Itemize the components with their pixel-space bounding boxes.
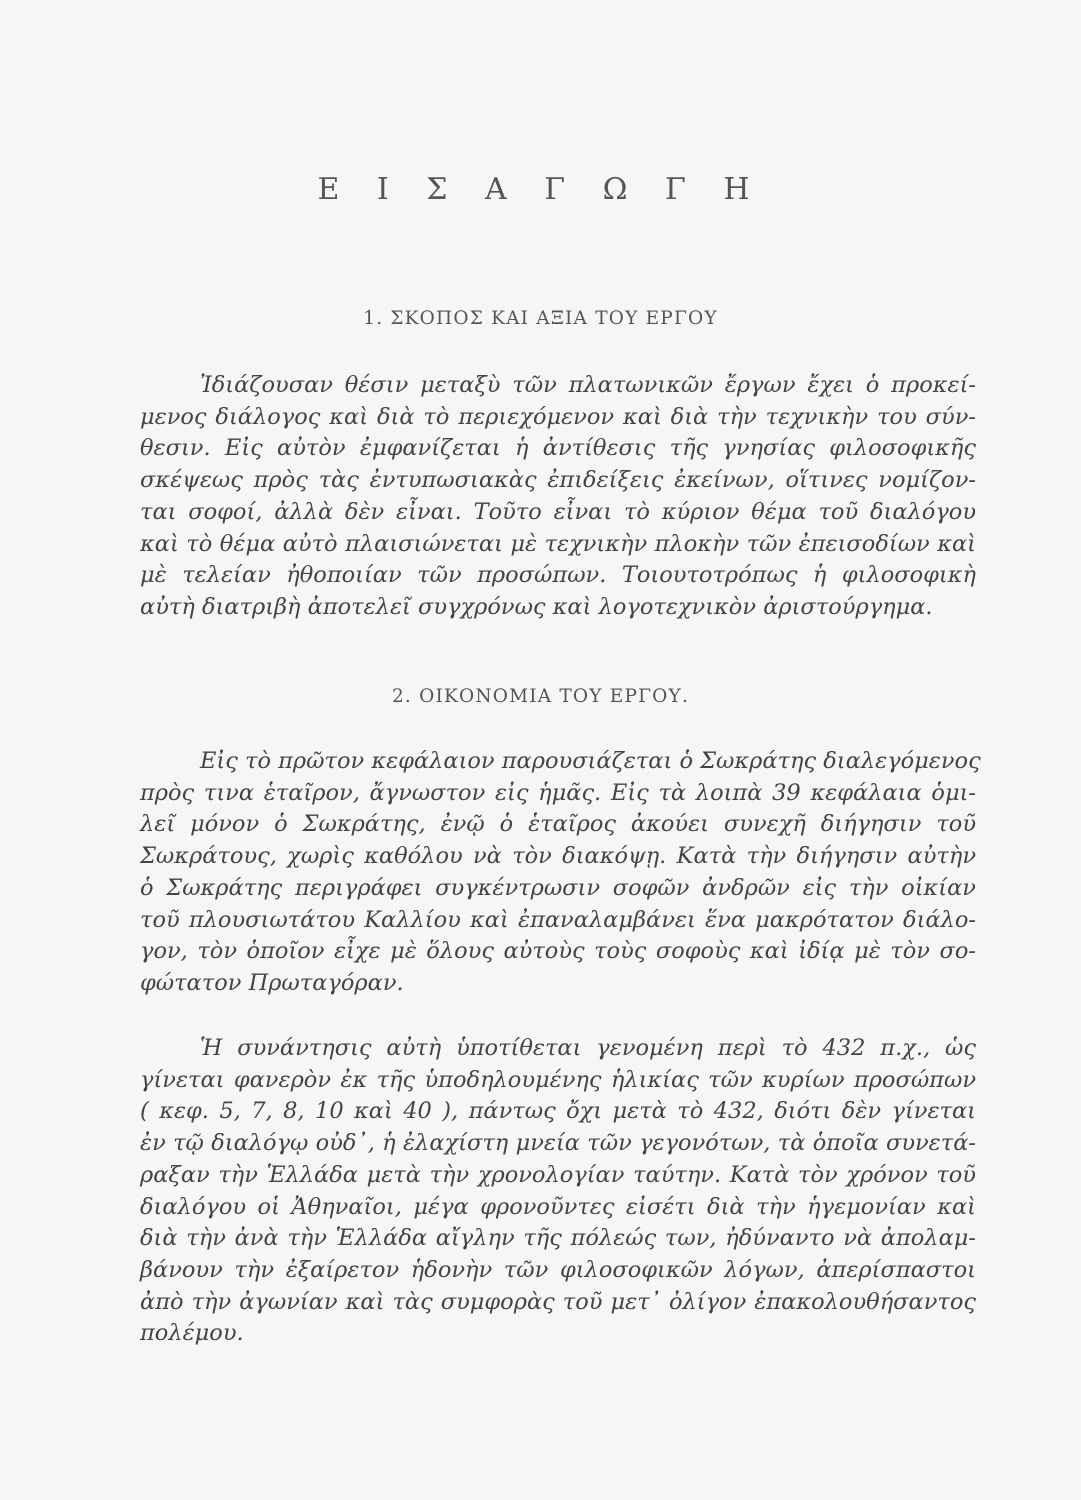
text-line: θεσιν. Εἰς αὐτὸν ἐμφανίζεται ἡ ἀντίθεσις τῆς γνησίας φιλοσοφικῆς [140, 435, 976, 462]
section-1-paragraph [140, 370, 976, 624]
text-line: γίνεται φανερὸν ἐκ τῆς ὑποδηλουμένης ἡλικίας τῶν κυρίων προσώπων [140, 1066, 976, 1093]
text-line: αὐτὴ διατριβὴ ἀποτελεῖ συγχρόνως καὶ λογοτεχνικὸν ἀριστούργημα. [140, 593, 933, 620]
section-2-paragraph-2 [140, 1033, 976, 1350]
text-line: ται σοφοί, ἀλλὰ δὲν εἶναι. Τοῦτο εἶναι τὸ κύριον θέμα τοῦ διαλόγου [140, 498, 976, 525]
text-line: πρὸς τινα ἑταῖρον, ἄγνωστον εἰς ἡμᾶς. Εἰς τὰ λοιπὰ 39 κεφάλαια ὁμι- [140, 779, 976, 806]
text-line: ἐν τῷ διαλόγῳ οὐδ᾽, ἡ ἐλαχίστη μνεία τῶν γεγονότων, τὰ ὁποῖα συνετά- [140, 1130, 976, 1157]
text-line: λεῖ μόνον ὁ Σωκράτης, ἐνῷ ὁ ἑταῖρος ἀκούει συνεχῆ διήγησιν τοῦ [140, 811, 976, 838]
text-line: διαλόγου οἱ Ἀθηναῖοι, μέγα φρονοῦντες εἰσέτι διὰ τὴν ἡγεμονίαν καὶ [140, 1193, 976, 1220]
section-2-heading: 2. ΟΙΚΟΝΟΜΙΑ ΤΟΥ ΕΡΓΟΥ. [391, 686, 690, 707]
text-line: Εἰς τὸ πρῶτον κεφάλαιον παρουσιάζεται ὁ Σωκράτης διαλεγόμενος [200, 748, 981, 774]
text-line: Ἰδιάζουσαν θέσιν μεταξὺ τῶν πλατωνικῶν ἔργων ἔχει ὁ προκεί- [200, 372, 976, 398]
text-line: Σωκράτους, χωρὶς καθόλου νὰ τὸν διακόψῃ. Κατὰ τὴν διήγησιν αὐτὴν [140, 843, 976, 870]
text-line: σκέψεως πρὸς τὰς ἐντυπωσιακὰς ἐπιδείξεις ἐκείνων, οἵτινες νομίζον- [140, 467, 976, 494]
page-title: Ε Ι Σ Α Γ Ω Γ Η [317, 172, 764, 207]
text-line: μὲ τελείαν ἠθοποιίαν τῶν προσώπων. Τοιουτοτρόπως ἡ φιλοσοφικὴ [140, 562, 976, 589]
text-line: ραξαν τὴν Ἑλλάδα μετὰ τὴν χρονολογίαν ταύτην. Κατὰ τὸν χρόνον τοῦ [140, 1161, 976, 1188]
text-line: καὶ τὸ θέμα αὐτὸ πλαισιώνεται μὲ τεχνικὴν πλοκὴν τῶν ἐπεισοδίων καὶ [140, 530, 976, 557]
text-line: πολέμου. [140, 1320, 244, 1347]
text-line: ( κεφ. 5, 7, 8, 10 καὶ 40 ), πάντως ὄχι μετὰ τὸ 432, διότι δὲν γίνεται [140, 1098, 976, 1125]
text-line: ὁ Σωκράτης περιγράφει συγκέντρωσιν σοφῶν ἀνδρῶν εἰς τὴν οἰκίαν [140, 874, 976, 901]
text-line: ἀπὸ τὴν ἀγωνίαν καὶ τὰς συμφορὰς τοῦ μετ᾽ ὀλίγον ἐπακολουθήσαντος [140, 1288, 976, 1315]
text-line: τοῦ πλουσιωτάτου Καλλίου καὶ ἐπαναλαμβάνει ἕνα μακρότατον διάλο- [140, 906, 976, 933]
text-line: βάνουν τὴν ἐξαίρετον ἡδονὴν τῶν φιλοσοφικῶν λόγων, ἀπερίσπαστοι [140, 1256, 976, 1283]
text-line: μενος διάλογος καὶ διὰ τὸ περιεχόμενον καὶ διὰ τὴν τεχνικὴν του σύν- [140, 403, 976, 430]
section-1-heading: 1. ΣΚΟΠΟΣ ΚΑΙ ΑΞΙΑ ΤΟΥ ΕΡΓΟΥ [363, 308, 718, 329]
section-2-paragraph-1 [140, 746, 981, 1000]
text-line: γον, τὸν ὁποῖον εἶχε μὲ ὅλους αὐτοὺς τοὺς σοφοὺς καὶ ἰδίᾳ μὲ τὸν σο- [140, 938, 976, 965]
text-line: διὰ τὴν ἀνὰ τὴν Ἑλλάδα αἴγλην τῆς πόλεώς των, ἠδύναντο νὰ ἀπολαμ- [140, 1225, 976, 1252]
text-line: φώτατον Πρωταγόραν. [140, 969, 404, 996]
text-line: Ἡ συνάντησις αὐτὴ ὑποτίθεται γενομένη περὶ τὸ 432 π.χ., ὡς [200, 1035, 976, 1061]
